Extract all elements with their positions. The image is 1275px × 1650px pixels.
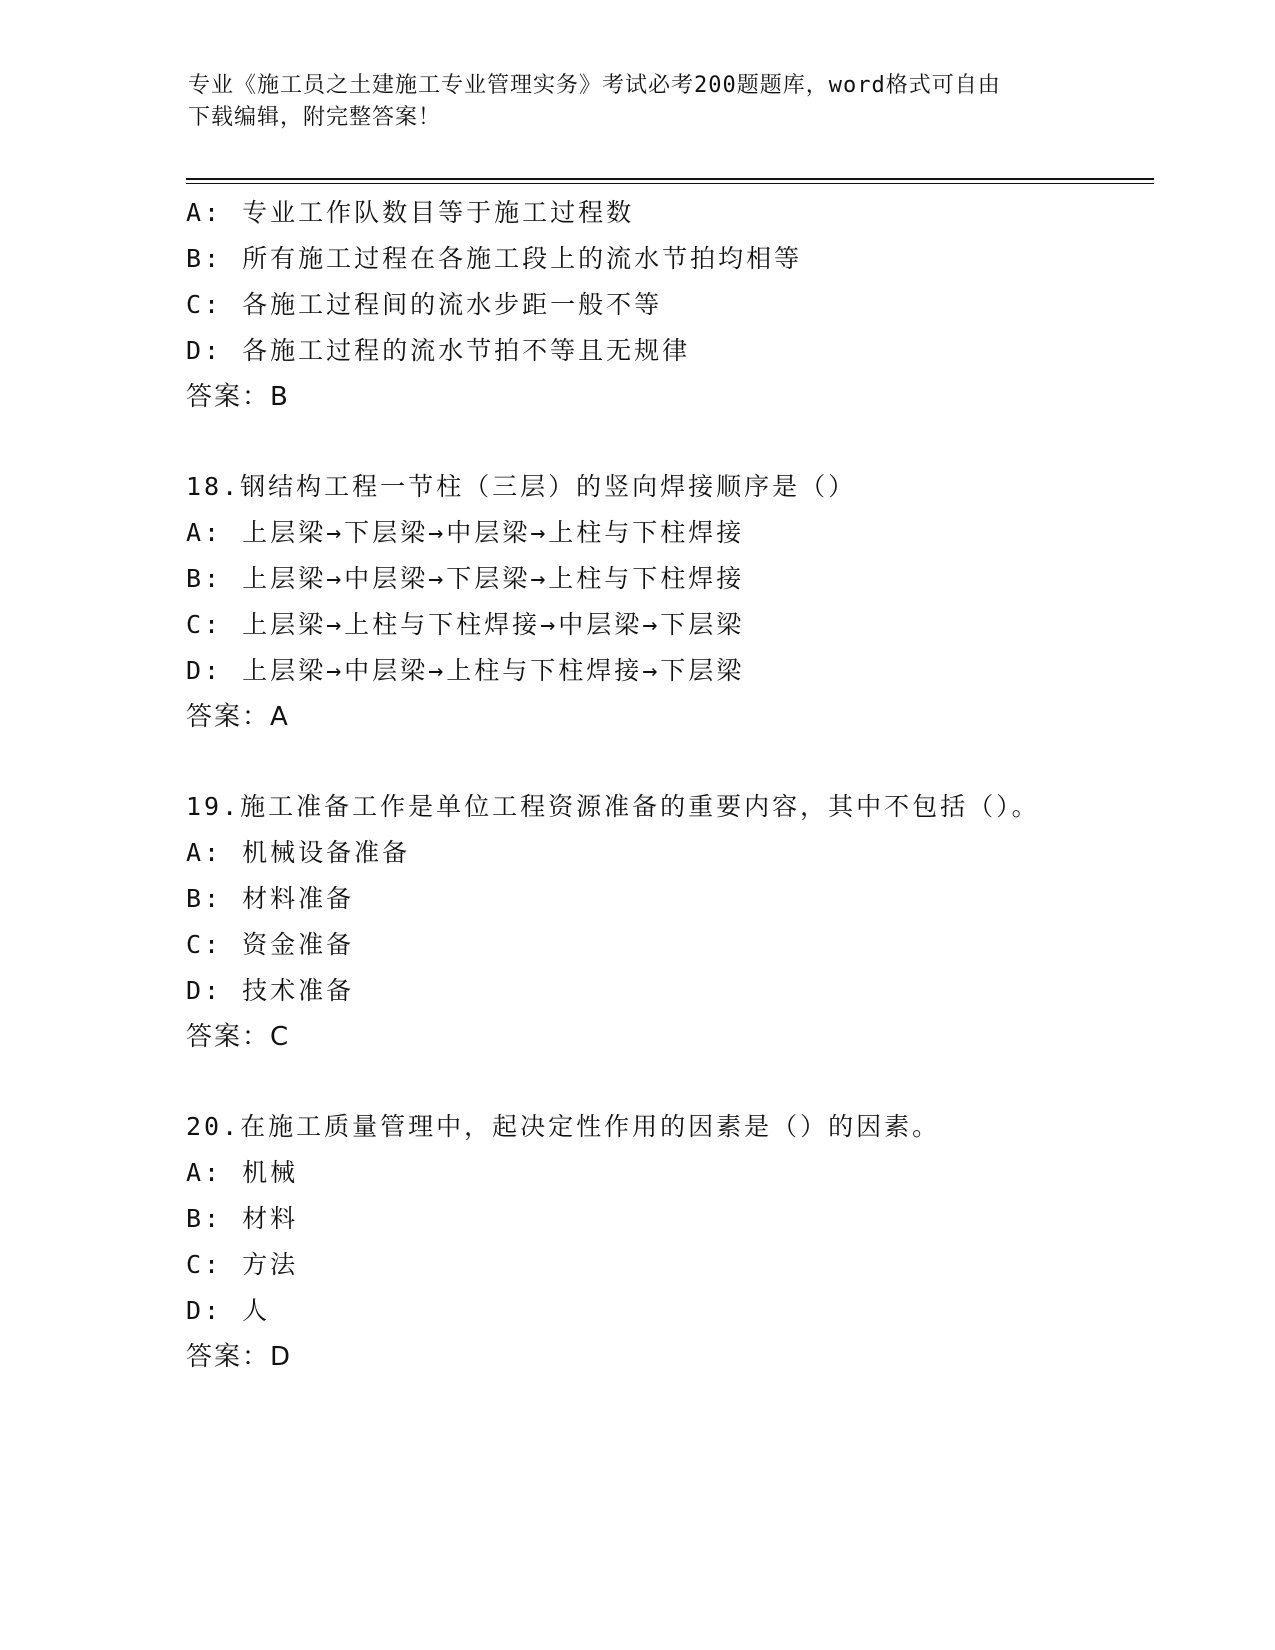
- answer-line: 答案：B: [186, 382, 290, 412]
- question-stem: 20.在施工质量管理中，起决定性作用的因素是（）的因素。: [186, 1112, 941, 1141]
- question-list: [186, 190, 1146, 1380]
- document-header: [188, 70, 1068, 134]
- question-block-17: [186, 190, 1146, 420]
- question-block-19: [186, 784, 1146, 1060]
- answer-line: 答案：C: [186, 1022, 291, 1052]
- option-a: A: 机械设备准备: [186, 838, 411, 867]
- question-stem: 18.钢结构工程一节柱（三层）的竖向焊接顺序是（）: [186, 472, 857, 501]
- question-block-18: [186, 464, 1146, 740]
- option-d: D: 上层梁→中层梁→上柱与下柱焊接→下层梁: [186, 656, 745, 685]
- divider-thick: [186, 178, 1154, 180]
- option-c: C: 上层梁→上柱与下柱焊接→中层梁→下层梁: [186, 610, 745, 639]
- header-line-1: 专业《施工员之土建施工专业管理实务》考试必考200题题库，word格式可自由: [188, 73, 1001, 98]
- option-a: A: 专业工作队数目等于施工过程数: [186, 198, 635, 227]
- answer-line: 答案：A: [186, 702, 290, 732]
- option-a: A: 机械: [186, 1158, 299, 1187]
- header-line-2: 下载编辑，附完整答案！: [188, 105, 442, 130]
- question-block-20: [186, 1104, 1146, 1380]
- option-c: C: 资金准备: [186, 930, 355, 959]
- option-b: B: 上层梁→中层梁→下层梁→上柱与下柱焊接: [186, 564, 745, 593]
- option-c: C: 方法: [186, 1250, 299, 1279]
- question-stem: 19.施工准备工作是单位工程资源准备的重要内容，其中不包括（）。: [186, 792, 1040, 821]
- option-d: D: 人: [186, 1296, 271, 1325]
- option-b: B: 材料: [186, 1204, 299, 1233]
- option-d: D: 技术准备: [186, 976, 355, 1005]
- header-divider: [186, 178, 1154, 184]
- answer-line: 答案：D: [186, 1342, 293, 1372]
- option-c: C: 各施工过程间的流水步距一般不等: [186, 290, 663, 319]
- option-b: B: 所有施工过程在各施工段上的流水节拍均相等: [186, 244, 803, 273]
- option-d: D: 各施工过程的流水节拍不等且无规律: [186, 336, 691, 365]
- option-b: B: 材料准备: [186, 884, 355, 913]
- option-a: A: 上层梁→下层梁→中层梁→上柱与下柱焊接: [186, 518, 745, 547]
- divider-thin: [186, 183, 1154, 184]
